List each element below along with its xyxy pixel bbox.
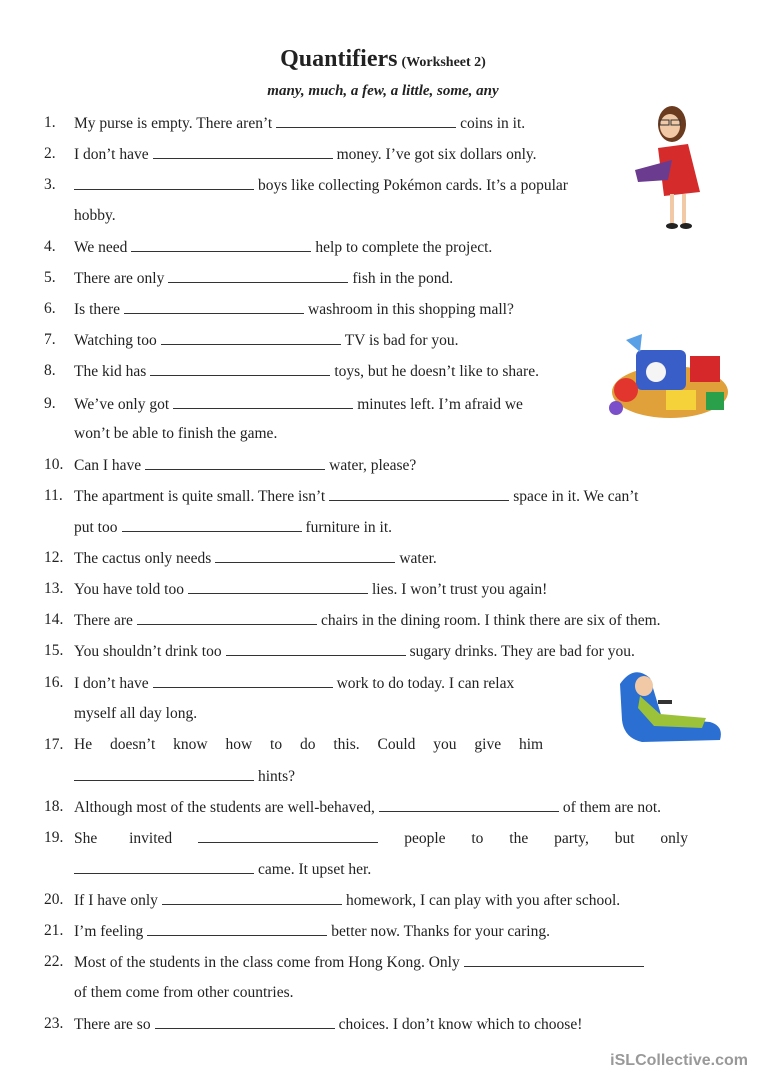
item-text: lies. I won’t trust you again! [371, 581, 548, 598]
item-number: 16. [44, 674, 64, 691]
item-text: Although most of the students are well-behaved, [74, 799, 375, 816]
answer-blank[interactable] [215, 548, 395, 563]
item-number: 4. [44, 238, 56, 255]
item-line [74, 828, 688, 849]
item-text: I don’t have [74, 675, 149, 692]
item-text: coins in it. [460, 115, 526, 132]
item-number: 7. [44, 331, 56, 348]
answer-blank[interactable] [155, 1014, 335, 1029]
item-number: 1. [44, 114, 56, 131]
answer-blank[interactable] [153, 144, 333, 159]
item-number: 15. [44, 642, 64, 659]
answer-blank[interactable] [74, 766, 254, 781]
item-text: toys, but he doesn’t like to share. [334, 363, 539, 380]
answer-blank[interactable] [131, 237, 311, 252]
item-number: 9. [44, 395, 56, 412]
item-line [74, 1014, 582, 1035]
item-number: 6. [44, 300, 56, 317]
item-line [74, 797, 661, 818]
answer-blank[interactable] [329, 486, 509, 501]
item-line [74, 610, 661, 631]
answer-blank[interactable] [153, 673, 333, 688]
answer-blank[interactable] [379, 797, 559, 812]
item-text: minutes left. I’m afraid we [357, 396, 523, 413]
item-text: The cactus only needs [74, 550, 212, 567]
item-text: work to do today. I can relax [336, 675, 515, 692]
answer-blank[interactable] [464, 952, 644, 967]
item-text: There are only [74, 270, 165, 287]
item-text: water. [399, 550, 437, 567]
item-line-cont: myself all day long. [74, 705, 198, 722]
item-line [74, 268, 453, 289]
answer-blank[interactable] [188, 579, 368, 594]
answer-blank[interactable] [74, 859, 254, 874]
item-text: chairs in the dining room. I think there are six of them. [320, 612, 661, 629]
item-text: We’ve only got [74, 396, 170, 413]
item-text: Can I have [74, 457, 142, 474]
item-text: sugary drinks. They are bad for you. [409, 643, 635, 660]
footer-watermark: iSLCollective.com [610, 1052, 748, 1069]
answer-blank[interactable] [162, 890, 342, 905]
item-text: washroom in this shopping mall? [308, 301, 514, 318]
item-line [74, 952, 648, 973]
item-text: came. It upset her. [258, 861, 372, 878]
item-number: 21. [44, 922, 64, 939]
item-number: 3. [44, 176, 56, 193]
answer-blank[interactable] [145, 455, 325, 470]
item-text: I don’t have [74, 146, 149, 163]
item-line [74, 486, 638, 507]
item-line [74, 394, 523, 415]
item-text: water, please? [329, 457, 417, 474]
item-line-cont: hobby. [74, 207, 116, 224]
answer-blank[interactable] [137, 610, 317, 625]
item-number: 13. [44, 580, 64, 597]
item-text: put too [74, 519, 118, 536]
item-number: 17. [44, 736, 64, 753]
item-number: 22. [44, 953, 64, 970]
item-text: Is there [74, 301, 121, 318]
item-text: You shouldn’t drink too [74, 643, 222, 660]
item-text: TV is bad for you. [344, 332, 459, 349]
item-line-cont: of them come from other countries. [74, 984, 294, 1001]
worksheet-title [0, 46, 766, 73]
relaxing-man-image [614, 664, 726, 746]
item-line [74, 330, 459, 351]
item-line-cont [74, 859, 371, 880]
item-text: Most of the students in the class come from Hong Kong. Only [74, 954, 460, 971]
answer-blank[interactable] [161, 330, 341, 345]
item-number: 8. [44, 362, 56, 379]
item-line-cont: won’t be able to finish the game. [74, 425, 278, 442]
item-text: hints? [258, 768, 296, 785]
item-text: boys like collecting Pokémon cards. It’s a popular [258, 177, 568, 194]
item-text: better now. Thanks for your caring. [331, 923, 550, 940]
item-line [74, 113, 525, 134]
answer-blank[interactable] [147, 921, 327, 936]
item-line [74, 641, 635, 662]
item-number: 12. [44, 549, 64, 566]
item-text: The kid has [74, 363, 147, 380]
item-text: I’m feeling [74, 923, 144, 940]
item-text: Watching too [74, 332, 157, 349]
answer-blank[interactable] [124, 299, 304, 314]
item-line [74, 237, 492, 258]
item-text: My purse is empty. There aren’t [74, 115, 273, 132]
item-line [74, 921, 550, 942]
item-line [74, 673, 514, 694]
answer-blank[interactable] [173, 394, 353, 409]
item-text: There are so [74, 1016, 151, 1033]
answer-blank[interactable] [150, 361, 330, 376]
answer-blank[interactable] [198, 828, 378, 843]
item-number: 19. [44, 829, 64, 846]
item-number: 20. [44, 891, 64, 908]
item-line-cont [74, 766, 295, 787]
item-text: The apartment is quite small. There isn’t [74, 488, 326, 505]
item-text: We need [74, 239, 128, 256]
item-text: space in it. We can’t [513, 488, 639, 505]
woman-empty-purse-image [630, 100, 730, 232]
item-number: 5. [44, 269, 56, 286]
item-line [74, 579, 547, 600]
item-line [74, 299, 514, 320]
item-number: 11. [44, 487, 63, 504]
item-text: of them are not. [562, 799, 662, 816]
item-text: There are [74, 612, 133, 629]
item-number: 10. [44, 456, 64, 473]
worksheet-subtitle: many, much, a few, a little, some, any [267, 83, 499, 99]
answer-blank[interactable] [276, 113, 456, 128]
item-line [74, 455, 416, 476]
item-line [74, 175, 568, 196]
item-line [74, 890, 620, 911]
item-text: people to the party, but only [404, 830, 688, 847]
item-number: 18. [44, 798, 64, 815]
item-number: 23. [44, 1015, 64, 1032]
item-text: If I have only [74, 892, 158, 909]
item-text: homework, I can play with you after school. [345, 892, 621, 909]
item-line [74, 361, 539, 382]
item-number: 2. [44, 145, 56, 162]
answer-blank[interactable] [122, 517, 302, 532]
answer-blank[interactable] [74, 175, 254, 190]
item-line-cont [74, 517, 392, 538]
title-main: Quantifiers [280, 46, 398, 72]
item-line [74, 144, 537, 165]
toy-pile-image [606, 330, 732, 422]
item-text: choices. I don’t know which to choose! [338, 1016, 583, 1033]
item-number: 14. [44, 611, 64, 628]
item-line [74, 548, 437, 569]
item-text: She invited [74, 830, 173, 847]
item-text: furniture in it. [305, 519, 393, 536]
item-line: He doesn’t know how to do this. Could you give him [74, 736, 544, 753]
item-text: fish in the pond. [352, 270, 454, 287]
item-text: money. I’ve got six dollars only. [336, 146, 537, 163]
item-text: help to complete the project. [315, 239, 493, 256]
item-text: You have told too [74, 581, 184, 598]
answer-blank[interactable] [226, 641, 406, 656]
title-suffix: (Worksheet 2) [401, 55, 486, 70]
answer-blank[interactable] [168, 268, 348, 283]
